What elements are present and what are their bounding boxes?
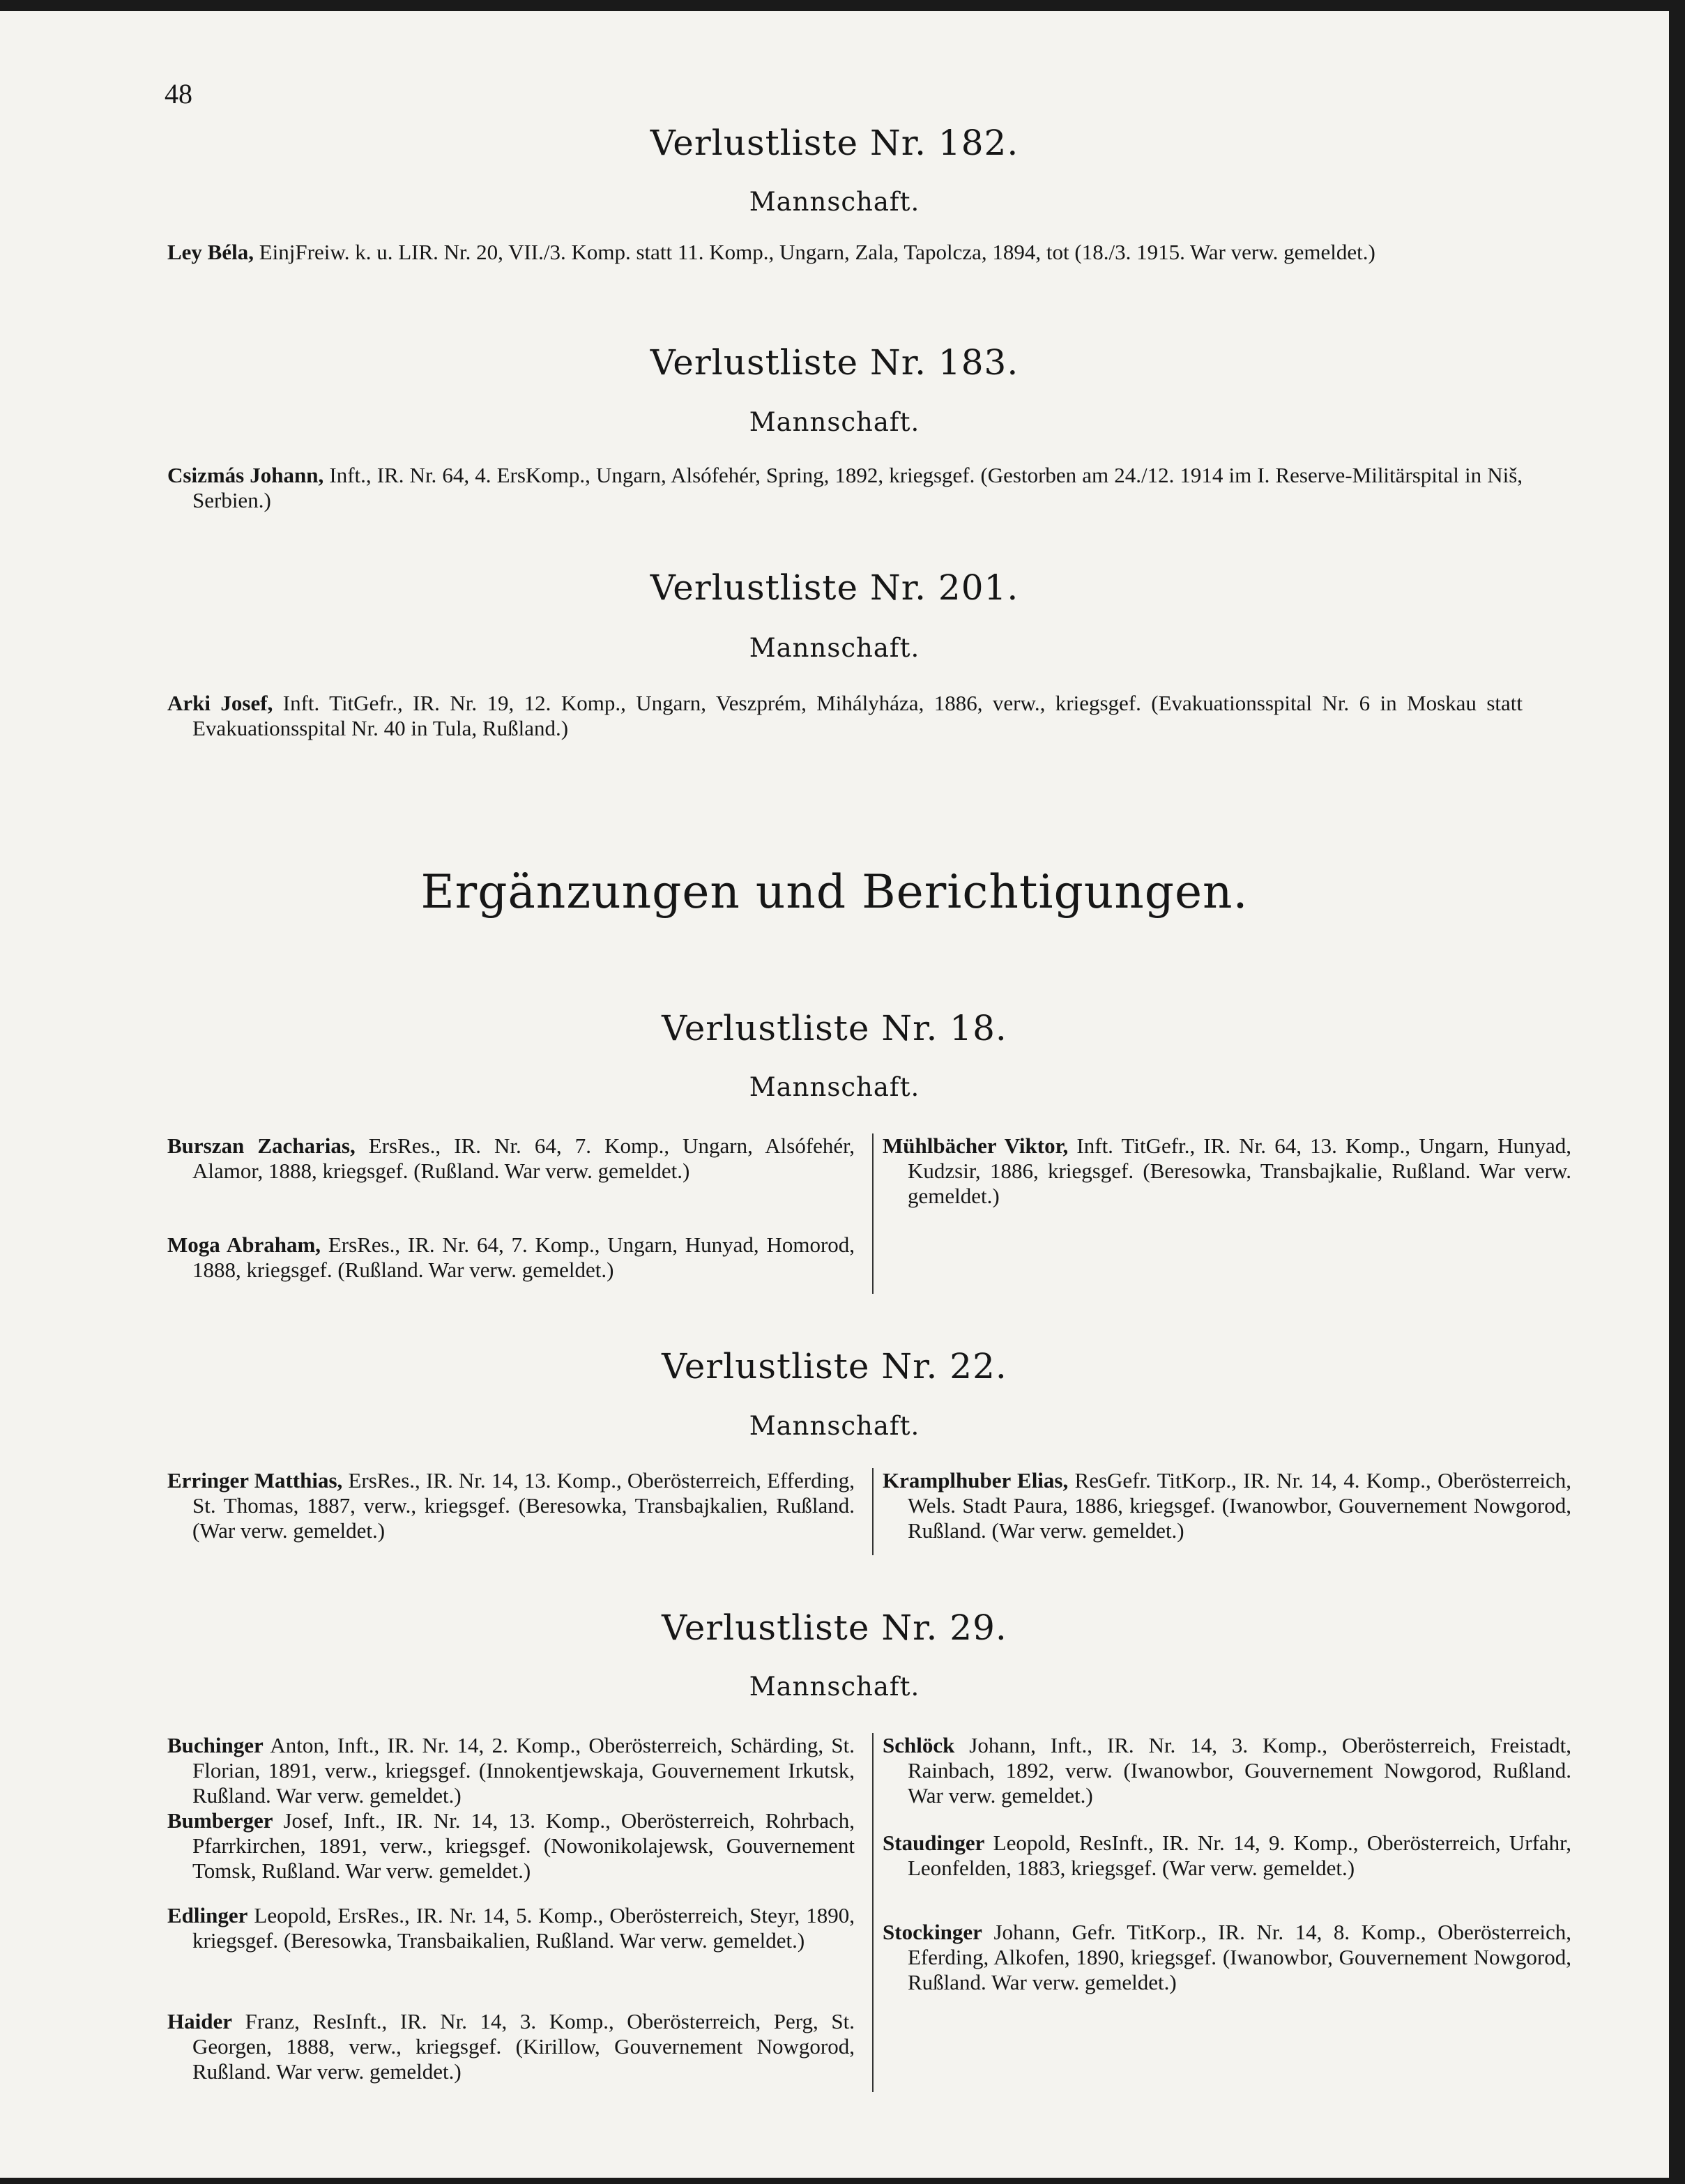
list-title: Verlustliste Nr. 183. (650, 342, 1019, 383)
entry-name: Mühlbächer Viktor, (883, 1133, 1069, 1158)
entry-text: Johann, Gefr. TitKorp., IR. Nr. 14, 8. Komp., Oberösterreich, Eferding, Alkofen, 1890, kriegsgef. (Iwanowbor, Gouvernement Nowgorod, Rußland. War verw. gemeldet.) (908, 1920, 1571, 1994)
page-number: 48 (165, 78, 192, 109)
column-divider (872, 1133, 874, 1294)
casualty-entry (883, 1733, 1571, 1808)
entry-name: Schlöck (883, 1733, 955, 1757)
column-divider (872, 1468, 874, 1555)
entry-name: Haider (167, 2009, 232, 2033)
entry-text: ErsRes., IR. Nr. 14, 13. Komp., Oberösterreich, Efferding, St. Thomas, 1887, verw., kriegsgef. (Beresowka, Transbajkalien, Rußland. (War verw. gemeldet.) (192, 1468, 855, 1543)
entry-text: ErsRes., IR. Nr. 64, 7. Komp., Ungarn, Hunyad, Homorod, 1888, kriegsgef. (Rußland. War verw. gemeldet.) (192, 1232, 855, 1282)
casualty-entry (167, 1133, 855, 1184)
entry-name: Csizmás Johann, (167, 463, 324, 487)
entry-name: Moga Abraham, (167, 1232, 321, 1257)
entry-name: Burszan Zacharias, (167, 1133, 356, 1158)
entry-name: Erringer Matthias, (167, 1468, 343, 1492)
casualty-entry (883, 1133, 1571, 1209)
casualty-entry (167, 691, 1523, 741)
casualty-entry (883, 1831, 1571, 1881)
section-subtitle: Mannschaft. (749, 1072, 920, 1102)
entry-text: Inft., IR. Nr. 64, 4. ErsKomp., Ungarn, Alsófehér, Spring, 1892, kriegsgef. (Gestorben am 24./12. 1914 im I. Reserve-Militärspital in Niš, Serbien.) (192, 463, 1523, 512)
column-divider (872, 1733, 874, 2092)
entry-text: Inft. TitGefr., IR. Nr. 19, 12. Komp., Ungarn, Veszprém, Mihályháza, 1886, verw., kriegsgef. (Evakuationsspital Nr. 6 in Moskau statt Evakuationsspital Nr. 40 in Tula, Rußland.) (192, 691, 1523, 740)
casualty-entry (167, 1808, 855, 1884)
entry-text: Josef, Inft., IR. Nr. 14, 13. Komp., Oberösterreich, Rohrbach, Pfarrkirchen, 1891, verw., kriegsgef. (Nowonikolajewsk, Gouvernement Tomsk, Rußland. War verw. gemeldet.) (192, 1808, 855, 1883)
entry-text: Inft. TitGefr., IR. Nr. 64, 13. Komp., Ungarn, Hunyad, Kudzsir, 1886, kriegsgef. (Beresowka, Transbajkalie, Rußland. War verw. gemeldet.) (908, 1133, 1571, 1208)
section-subtitle: Mannschaft. (749, 187, 920, 217)
casualty-entry (167, 1733, 855, 1808)
casualty-entry (883, 1468, 1572, 1543)
entry-text: Anton, Inft., IR. Nr. 14, 2. Komp., Oberösterreich, Schärding, St. Florian, 1891, verw., kriegsgef. (Innokentjewskaja, Gouvernement Irkutsk, Rußland. War verw. gemeldet.) (192, 1733, 855, 1808)
section-subtitle: Mannschaft. (749, 1411, 920, 1441)
list-title: Verlustliste Nr. 22. (662, 1346, 1007, 1387)
list-title: Verlustliste Nr. 18. (662, 1008, 1007, 1048)
page-heading: Ergänzungen und Berichtigungen. (420, 865, 1249, 919)
list-title: Verlustliste Nr. 29. (662, 1608, 1007, 1648)
entry-name: Kramplhuber Elias, (883, 1468, 1069, 1492)
entry-name: Bumberger (167, 1808, 273, 1833)
entry-text: ResGefr. TitKorp., IR. Nr. 14, 4. Komp., Oberösterreich, Wels. Stadt Paura, 1886, kriegsgef. (Iwanowbor, Gouvernement Nowgorod, Rußland. (War verw. gemeldet.) (908, 1468, 1572, 1543)
entry-text: Johann, Inft., IR. Nr. 14, 3. Komp., Oberösterreich, Freistadt, Rainbach, 1892, verw. (Iwanowbor, Gouvernement Nowgorod, Rußland. War verw. gemeldet.) (908, 1733, 1571, 1808)
entry-name: Ley Béla, (167, 240, 254, 264)
entry-name: Buchinger (167, 1733, 264, 1757)
casualty-entry (167, 240, 1523, 265)
casualty-entry (167, 2009, 855, 2084)
section-subtitle: Mannschaft. (749, 407, 920, 437)
entry-name: Staudinger (883, 1831, 985, 1855)
entry-text: EinjFreiw. k. u. LIR. Nr. 20, VII./3. Komp. statt 11. Komp., Ungarn, Zala, Tapolcza, 1894, tot (18./3. 1915. War verw. gemeldet.) (259, 240, 1375, 264)
entry-name: Arki Josef, (167, 691, 273, 715)
casualty-entry (167, 1468, 855, 1543)
entry-text: Leopold, ResInft., IR. Nr. 14, 9. Komp., Oberösterreich, Urfahr, Leonfelden, 1883, kriegsgef. (War verw. gemeldet.) (908, 1831, 1571, 1880)
list-title: Verlustliste Nr. 201. (650, 567, 1019, 608)
section-subtitle: Mannschaft. (749, 633, 920, 663)
casualty-entry (167, 1903, 855, 1953)
entry-name: Edlinger (167, 1903, 248, 1927)
entry-name: Stockinger (883, 1920, 982, 1944)
entry-text: Franz, ResInft., IR. Nr. 14, 3. Komp., Oberösterreich, Perg, St. Georgen, 1888, verw., kriegsgef. (Kirillow, Gouvernement Nowgorod, Rußland. War verw. gemeldet.) (192, 2009, 855, 2084)
entry-text: ErsRes., IR. Nr. 64, 7. Komp., Ungarn, Alsófehér, Alamor, 1888, kriegsgef. (Rußland. War verw. gemeldet.) (192, 1133, 855, 1183)
entry-text: Leopold, ErsRes., IR. Nr. 14, 5. Komp., Oberösterreich, Steyr, 1890, kriegsgef. (Beresowka, Transbaikalien, Rußland. War verw. gemeldet.) (192, 1903, 855, 1953)
list-title: Verlustliste Nr. 182. (650, 123, 1019, 163)
casualty-entry (167, 463, 1523, 513)
casualty-entry (883, 1920, 1571, 1995)
section-subtitle: Mannschaft. (749, 1672, 920, 1702)
casualty-entry (167, 1232, 855, 1283)
document-page (0, 11, 1669, 2178)
